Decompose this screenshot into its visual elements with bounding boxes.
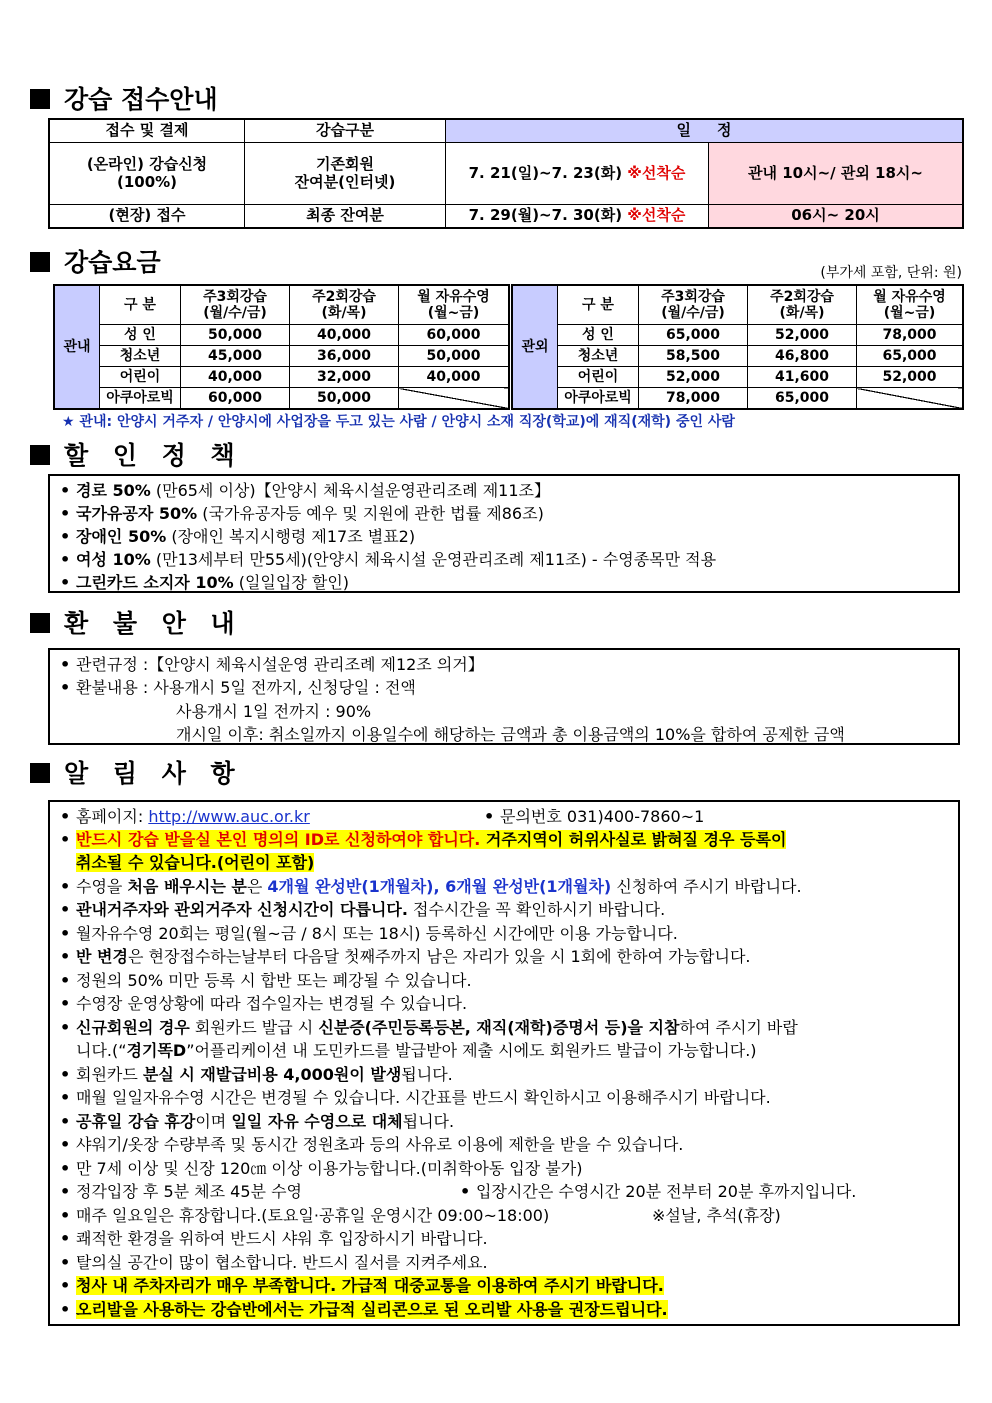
list-item: • 탈의실 공간이 많이 협소합니다. 반드시 질서를 지켜주세요. (60, 1253, 488, 1272)
row2-type: 최종 잔여분 (245, 205, 446, 229)
refund-detail: 사용개시 1일 전까지 : 90% (176, 702, 372, 721)
list-item: • 매월 일일자유수영 시간은 변경될 수 있습니다. 시간표를 반드시 확인하시고 이용해주시기 바랍니다. (60, 1088, 771, 1107)
list-item: • 신규회원의 경우 회원카드 발급 시 신분증(주민등록등본, 재직(재학)증명서 등)을 지참하여 주시기 바랍 (60, 1018, 798, 1037)
list-item: • 환불내용 : 사용개시 5일 전까지, 신청당일 : 전액 (60, 678, 416, 697)
empty-cell-diagonal (399, 388, 510, 410)
row1-method: (온라인) 강습신청 (100%) (49, 143, 245, 205)
outside-row: 성 인 65,000 52,000 78,000 (512, 325, 963, 346)
header-type: 강습구분 (245, 119, 446, 143)
outside-row: 청소년 58,500 46,800 65,000 (512, 346, 963, 367)
list-item: • 여성 10% (만13세부터 만55세)(안양시 체육시설 운영관리조례 제11조) - 수영종목만 적용 (60, 550, 717, 569)
list-item: • 수영을 처음 배우시는 분은 4개월 완성반(1개월차), 6개월 완성반(1개월차) 신청하여 주시기 바랍니다. (60, 877, 802, 896)
local-row: 어린이 40,000 32,000 40,000 (54, 367, 509, 388)
local-col-header-3x: 주3회강습 (월/수/금) (181, 285, 290, 325)
list-item: • 장애인 50% (장애인 복지시행령 제17조 별표2) (60, 527, 416, 546)
list-item-continued: 취소될 수 있습니다.(어린이 포함) (76, 853, 315, 872)
list-item: • 월자유수영 20회는 평일(월~금 / 8시 또는 18시) 등록하신 시간에만 이용 가능합니다. (60, 924, 678, 943)
list-item: • 국가유공자 50% (국가유공자등 예우 및 지원에 관한 법률 제86조) (60, 504, 544, 523)
square-bullet-icon (30, 89, 50, 109)
phone-item: • 문의번호 031)400-7860~1 (484, 807, 705, 826)
list-item: • 수영장 운영상황에 따라 접수일자는 변경될 수 있습니다. (60, 994, 468, 1013)
fee-table-outside (511, 284, 964, 410)
list-item: • 공휴일 강습 휴강이며 일일 자유 수영으로 대체됩니다. (60, 1112, 455, 1131)
list-item: • 만 7세 이상 및 신장 120㎝ 이상 이용가능합니다.(미취학아동 입장 불가) (60, 1159, 583, 1178)
list-item: • 관내거주자와 관외거주자 신청시간이 다릅니다. 접수시간을 꼭 확인하시기 바랍니다. (60, 900, 666, 919)
empty-cell-diagonal (857, 388, 964, 410)
outside-col-header-free: 월 자유수영 (월~금) (857, 285, 964, 325)
outside-row: 아쿠아로빅 78,000 65,000 (512, 388, 963, 410)
local-col-header-category: 구 분 (100, 285, 181, 325)
section-title-notices: 알 림 사 항 (30, 754, 243, 790)
list-item: • 오리발을 사용하는 강습반에서는 가급적 실리콘으로 된 오리발 사용을 권장드립니다. (60, 1300, 668, 1319)
row2-method: (현장) 접수 (49, 205, 245, 229)
list-item: • 그린카드 소지자 10% (일일입장 할인) (60, 573, 350, 592)
local-col-header-2x: 주2회강습 (화/목) (290, 285, 399, 325)
fee-table-local (53, 284, 510, 410)
list-item: • 관련규정 :【안양시 체육시설운영 관리조례 제12조 의거】 (60, 655, 484, 674)
fee-unit-note: (부가세 포함, 단위: 원) (820, 265, 962, 281)
row2-date: 7. 29(월)~7. 30(화) ※선착순 (446, 205, 709, 229)
square-bullet-icon (30, 613, 50, 633)
notice-box (48, 800, 960, 1326)
list-item: • 회원카드 분실 시 재발급비용 4,000원이 발생됩니다. (60, 1065, 453, 1084)
header-method: 접수 및 결제 (49, 119, 245, 143)
square-bullet-icon (30, 445, 50, 465)
row2-time: 06시~ 20시 (709, 205, 964, 229)
list-item: • 반드시 강습 받을실 본인 명의의 ID로 신청하여야 합니다. 거주지역이 허위사실로 밝혀질 경우 등록이 (60, 830, 787, 849)
row1-date: 7. 21(일)~7. 23(화) ※선착순 (446, 143, 709, 205)
section-title-discounts: 할 인 정 책 (30, 436, 243, 472)
resident-definition-note: ★ 관내: 안양시 거주자 / 안양시에 사업장을 두고 있는 사람 / 안양시 소재 직장(학교)에 재직(재학) 중인 사람 (62, 414, 735, 430)
refund-detail: 개시일 이후: 취소일까지 이용일수에 해당하는 금액과 총 이용금액의 10%을 합하여 공제한 금액 (176, 725, 845, 744)
outside-col-header-2x: 주2회강습 (화/목) (748, 285, 857, 325)
header-schedule: 일 정 (446, 119, 964, 143)
list-item: • 쾌적한 환경을 위하여 반드시 샤워 후 입장하시기 바랍니다. (60, 1229, 488, 1248)
holiday-note: ※설날, 추석(휴장) (652, 1206, 781, 1225)
registration-table (48, 118, 964, 229)
square-bullet-icon (30, 252, 50, 272)
local-label: 관내 (54, 285, 100, 409)
list-item: • 청사 내 주차자리가 매우 부족합니다. 가급적 대중교통을 이용하여 주시기 바랍니다. (60, 1276, 664, 1295)
list-item: • 홈페이지: http://www.auc.or.kr (60, 807, 310, 826)
outside-label: 관외 (512, 285, 558, 409)
refund-box (48, 648, 960, 745)
outside-col-header-3x: 주3회강습 (월/수/금) (639, 285, 748, 325)
local-row: 청소년 45,000 36,000 50,000 (54, 346, 509, 367)
section-title-fees: 강습요금 (30, 243, 161, 279)
local-row: 성 인 50,000 40,000 60,000 (54, 325, 509, 346)
local-row: 아쿠아로빅 60,000 50,000 (54, 388, 509, 410)
list-item: • 정원의 50% 미만 등록 시 합반 또는 폐강될 수 있습니다. (60, 971, 472, 990)
square-bullet-icon (30, 763, 50, 783)
row1-time: 관내 10시~/ 관외 18시~ (709, 143, 964, 205)
local-col-header-free: 월 자유수영 (월~금) (399, 285, 510, 325)
list-item: • 정각입장 후 5분 체조 45분 수영 (60, 1182, 302, 1201)
list-item: • 경로 50% (만65세 이상)【안양시 체육시설운영관리조례 제11조】 (60, 481, 550, 500)
list-item: • 매주 일요일은 휴장합니다.(토요일·공휴일 운영시간 09:00~18:00) (60, 1206, 550, 1225)
row1-type: 기존회원 잔여분(인터넷) (245, 143, 446, 205)
list-item: • 샤워기/옷장 수량부족 및 동시간 정원초과 등의 사유로 이용에 제한을 받을 수 있습니다. (60, 1135, 684, 1154)
list-item: • 반 변경은 현장접수하는날부터 다음달 첫째주까지 남은 자리가 있을 시 1회에 한하여 가능합니다. (60, 947, 751, 966)
outside-row: 어린이 52,000 41,600 52,000 (512, 367, 963, 388)
discount-box (48, 474, 960, 593)
section-title-refund: 환 불 안 내 (30, 604, 243, 640)
section-title-registration: 강습 접수안내 (30, 80, 218, 116)
outside-col-header-category: 구 분 (558, 285, 639, 325)
list-item: • 입장시간은 수영시간 20분 전부터 20분 후까지입니다. (460, 1182, 857, 1201)
homepage-link[interactable]: http://www.auc.or.kr (148, 807, 310, 826)
list-item-continued: 니다.(“경기똑D”어플리케이션 내 도민카드를 발급받아 제출 시에도 회원카드 발급이 가능합니다.) (76, 1041, 757, 1060)
